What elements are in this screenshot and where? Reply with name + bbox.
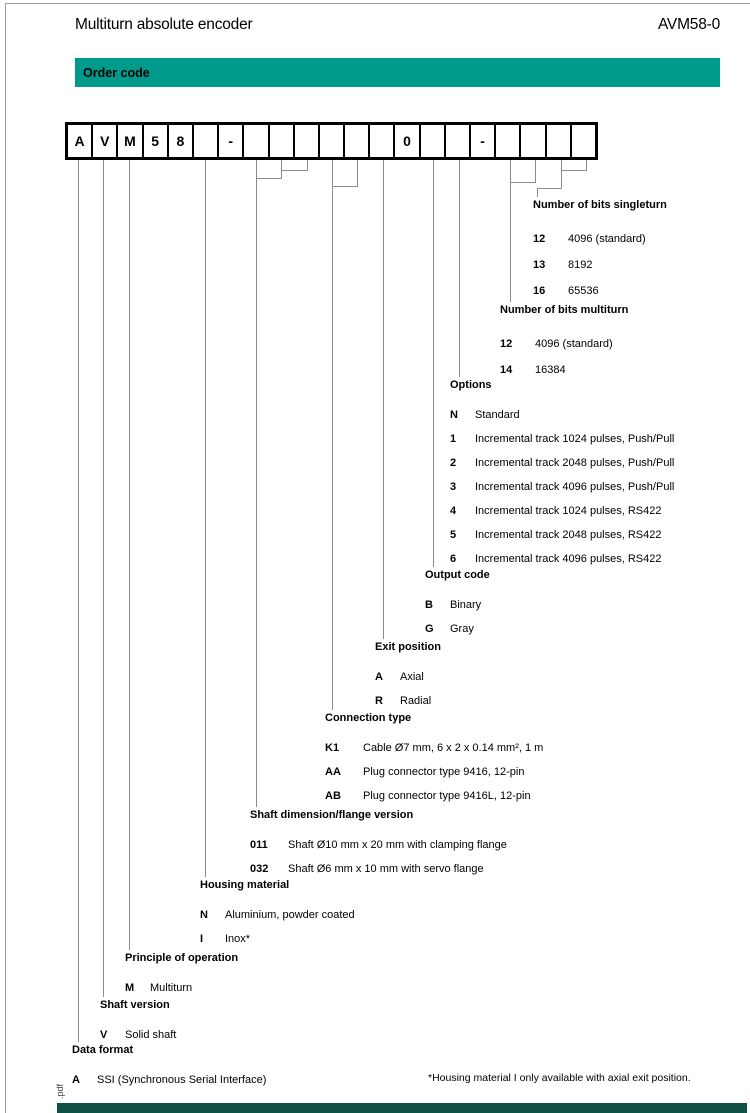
option-row (125, 976, 238, 1000)
option-code: 5 (450, 529, 457, 541)
leader-line (256, 178, 282, 179)
option-description: Axial (400, 671, 424, 683)
option-description: Aluminium, powder coated (225, 909, 355, 921)
section-banner-label: Order code (83, 65, 150, 80)
footnote: *Housing material I only available with axial exit position. (428, 1072, 691, 1084)
option-description: SSI (Synchronous Serial Interface) (97, 1074, 267, 1086)
group-options (450, 379, 674, 571)
option-code: I (200, 933, 204, 945)
order-code-cell-filled: V (93, 125, 116, 157)
option-description: Incremental track 1024 pulses, RS422 (475, 505, 662, 517)
option-code: 12 (533, 233, 546, 245)
leader-line (433, 160, 434, 567)
group-heading: Number of bits singleturn (533, 199, 667, 211)
order-code-cell-empty (244, 125, 267, 157)
order-code-cell-empty (521, 125, 544, 157)
option-code: N (450, 409, 458, 421)
group-heading: Data format (72, 1044, 134, 1056)
option-description: Inox* (225, 933, 251, 945)
leader-line (561, 160, 562, 188)
leader-line (205, 160, 206, 877)
section-banner (75, 58, 720, 87)
leader-line (129, 160, 130, 950)
option-description: Solid shaft (125, 1029, 177, 1041)
group-heading: Options (450, 379, 492, 391)
option-code: M (125, 982, 135, 994)
leader-line (586, 160, 587, 170)
group-shaft-version (100, 999, 176, 1047)
order-code-cell-empty (320, 125, 343, 157)
option-row (325, 784, 543, 808)
group-shaft-dimension (250, 809, 507, 881)
group-heading: Exit position (375, 641, 441, 653)
option-description: Incremental track 2048 pulses, Push/Pull (475, 457, 675, 469)
option-code: 2 (450, 457, 457, 469)
group-bits-singleturn (533, 199, 667, 304)
order-code-cell-filled: - (471, 125, 494, 157)
leader-line (256, 160, 257, 807)
order-code-boxes (65, 122, 598, 160)
option-row (533, 226, 667, 252)
option-code: 12 (500, 338, 513, 350)
option-code: K1 (325, 742, 340, 754)
group-heading: Connection type (325, 712, 412, 724)
leader-line (537, 188, 538, 197)
option-code: A (72, 1074, 80, 1086)
option-description: Incremental track 4096 pulses, RS422 (475, 553, 662, 565)
group-heading: Output code (425, 569, 490, 581)
option-row (533, 252, 667, 278)
group-heading: Number of bits multiturn (500, 304, 629, 316)
group-data-format (72, 1044, 266, 1092)
option-row (450, 499, 674, 523)
option-code: 032 (250, 863, 269, 875)
order-code-cell-filled: A (68, 125, 91, 157)
option-row (72, 1068, 266, 1092)
option-row (450, 523, 674, 547)
option-description: Gray (450, 623, 474, 635)
option-row (250, 833, 507, 857)
option-row (375, 689, 441, 713)
order-code-cell-filled: - (219, 125, 242, 157)
option-code: 6 (450, 553, 457, 565)
option-description: 4096 (standard) (568, 233, 646, 245)
option-code: 011 (250, 839, 268, 851)
option-row (200, 927, 355, 951)
option-row (500, 331, 628, 357)
option-code: 14 (500, 364, 513, 376)
option-description: Shaft Ø6 mm x 10 mm with servo flange (288, 863, 484, 875)
option-description: 16384 (535, 364, 566, 376)
option-row (375, 665, 441, 689)
footer-bar (57, 1103, 747, 1113)
order-code-cell-empty (446, 125, 469, 157)
option-code: 3 (450, 481, 457, 493)
leader-line (561, 170, 587, 171)
option-row (533, 278, 667, 304)
option-description: Incremental track 4096 pulses, Push/Pull (475, 481, 675, 493)
page-title: Multiturn absolute encoder (75, 16, 253, 33)
option-description: Multiturn (150, 982, 193, 994)
side-label-pdf: .pdf (55, 1084, 65, 1100)
option-description: Radial (400, 695, 432, 707)
order-code-cell-empty (547, 125, 570, 157)
option-row (425, 617, 490, 641)
group-heading: Shaft dimension/flange version (250, 809, 414, 821)
option-code: 4 (450, 505, 457, 517)
option-description: Plug connector type 9416, 12-pin (363, 766, 525, 778)
option-code: R (375, 695, 383, 707)
option-code: G (425, 623, 434, 635)
leader-line (307, 160, 308, 170)
leader-line (103, 160, 104, 997)
option-description: Plug connector type 9416L, 12-pin (363, 790, 531, 802)
option-description: 8192 (568, 259, 593, 271)
option-code: B (425, 599, 433, 611)
leader-line (332, 186, 358, 187)
option-description: Incremental track 1024 pulses, Push/Pull (475, 433, 675, 445)
order-code-cell-filled: 5 (144, 125, 167, 157)
option-description: Incremental track 2048 pulses, RS422 (475, 529, 662, 541)
option-description: Binary (450, 599, 482, 611)
leader-line (510, 182, 536, 183)
option-code: 13 (533, 259, 546, 271)
order-code-cell-empty (421, 125, 444, 157)
option-code: V (100, 1029, 108, 1041)
option-row (325, 736, 543, 760)
option-row (450, 403, 674, 427)
leader-line (537, 188, 562, 189)
group-connection-type (325, 712, 543, 808)
option-code: N (200, 909, 208, 921)
option-row (450, 475, 674, 499)
option-code: AA (325, 766, 341, 778)
option-row (450, 427, 674, 451)
order-code-cell-filled: 0 (395, 125, 418, 157)
order-code-cell-filled: 8 (169, 125, 192, 157)
order-code-cell-empty (370, 125, 393, 157)
option-row (450, 451, 674, 475)
order-code-cell-empty (270, 125, 293, 157)
leader-line (281, 170, 308, 171)
option-row (250, 857, 507, 881)
order-code-cell-empty (572, 125, 595, 157)
option-code: A (375, 671, 383, 683)
order-code-cell-empty (295, 125, 318, 157)
option-description: Shaft Ø10 mm x 20 mm with clamping flange (288, 839, 507, 851)
option-description: 4096 (standard) (535, 338, 613, 350)
group-heading: Principle of operation (125, 952, 239, 964)
group-exit-position (375, 641, 441, 713)
group-heading: Housing material (200, 879, 290, 891)
option-description: Standard (475, 409, 520, 421)
option-row (325, 760, 543, 784)
group-output-code (425, 569, 490, 641)
leader-line (281, 160, 282, 178)
group-heading: Shaft version (100, 999, 170, 1011)
leader-line (332, 160, 333, 710)
order-code-cell-filled: M (118, 125, 141, 157)
option-code: 1 (450, 433, 457, 445)
option-row (450, 547, 674, 571)
leader-line (383, 160, 384, 639)
leader-line (357, 160, 358, 186)
option-row (200, 903, 355, 927)
group-housing-material (200, 879, 355, 951)
group-principle-of-operation (125, 952, 238, 1000)
option-code: 16 (533, 285, 546, 297)
option-code: AB (325, 790, 341, 802)
leader-line (535, 160, 536, 182)
option-description: 65536 (568, 285, 599, 297)
leader-line (459, 160, 460, 377)
order-code-cell-empty (194, 125, 217, 157)
product-code: AVM58-0 (657, 16, 720, 33)
group-bits-multiturn (500, 304, 628, 383)
order-code-cell-empty (496, 125, 519, 157)
leader-line (78, 160, 79, 1042)
option-description: Cable Ø7 mm, 6 x 2 x 0.14 mm², 1 m (363, 742, 544, 754)
order-code-cell-empty (345, 125, 368, 157)
option-row (425, 593, 490, 617)
